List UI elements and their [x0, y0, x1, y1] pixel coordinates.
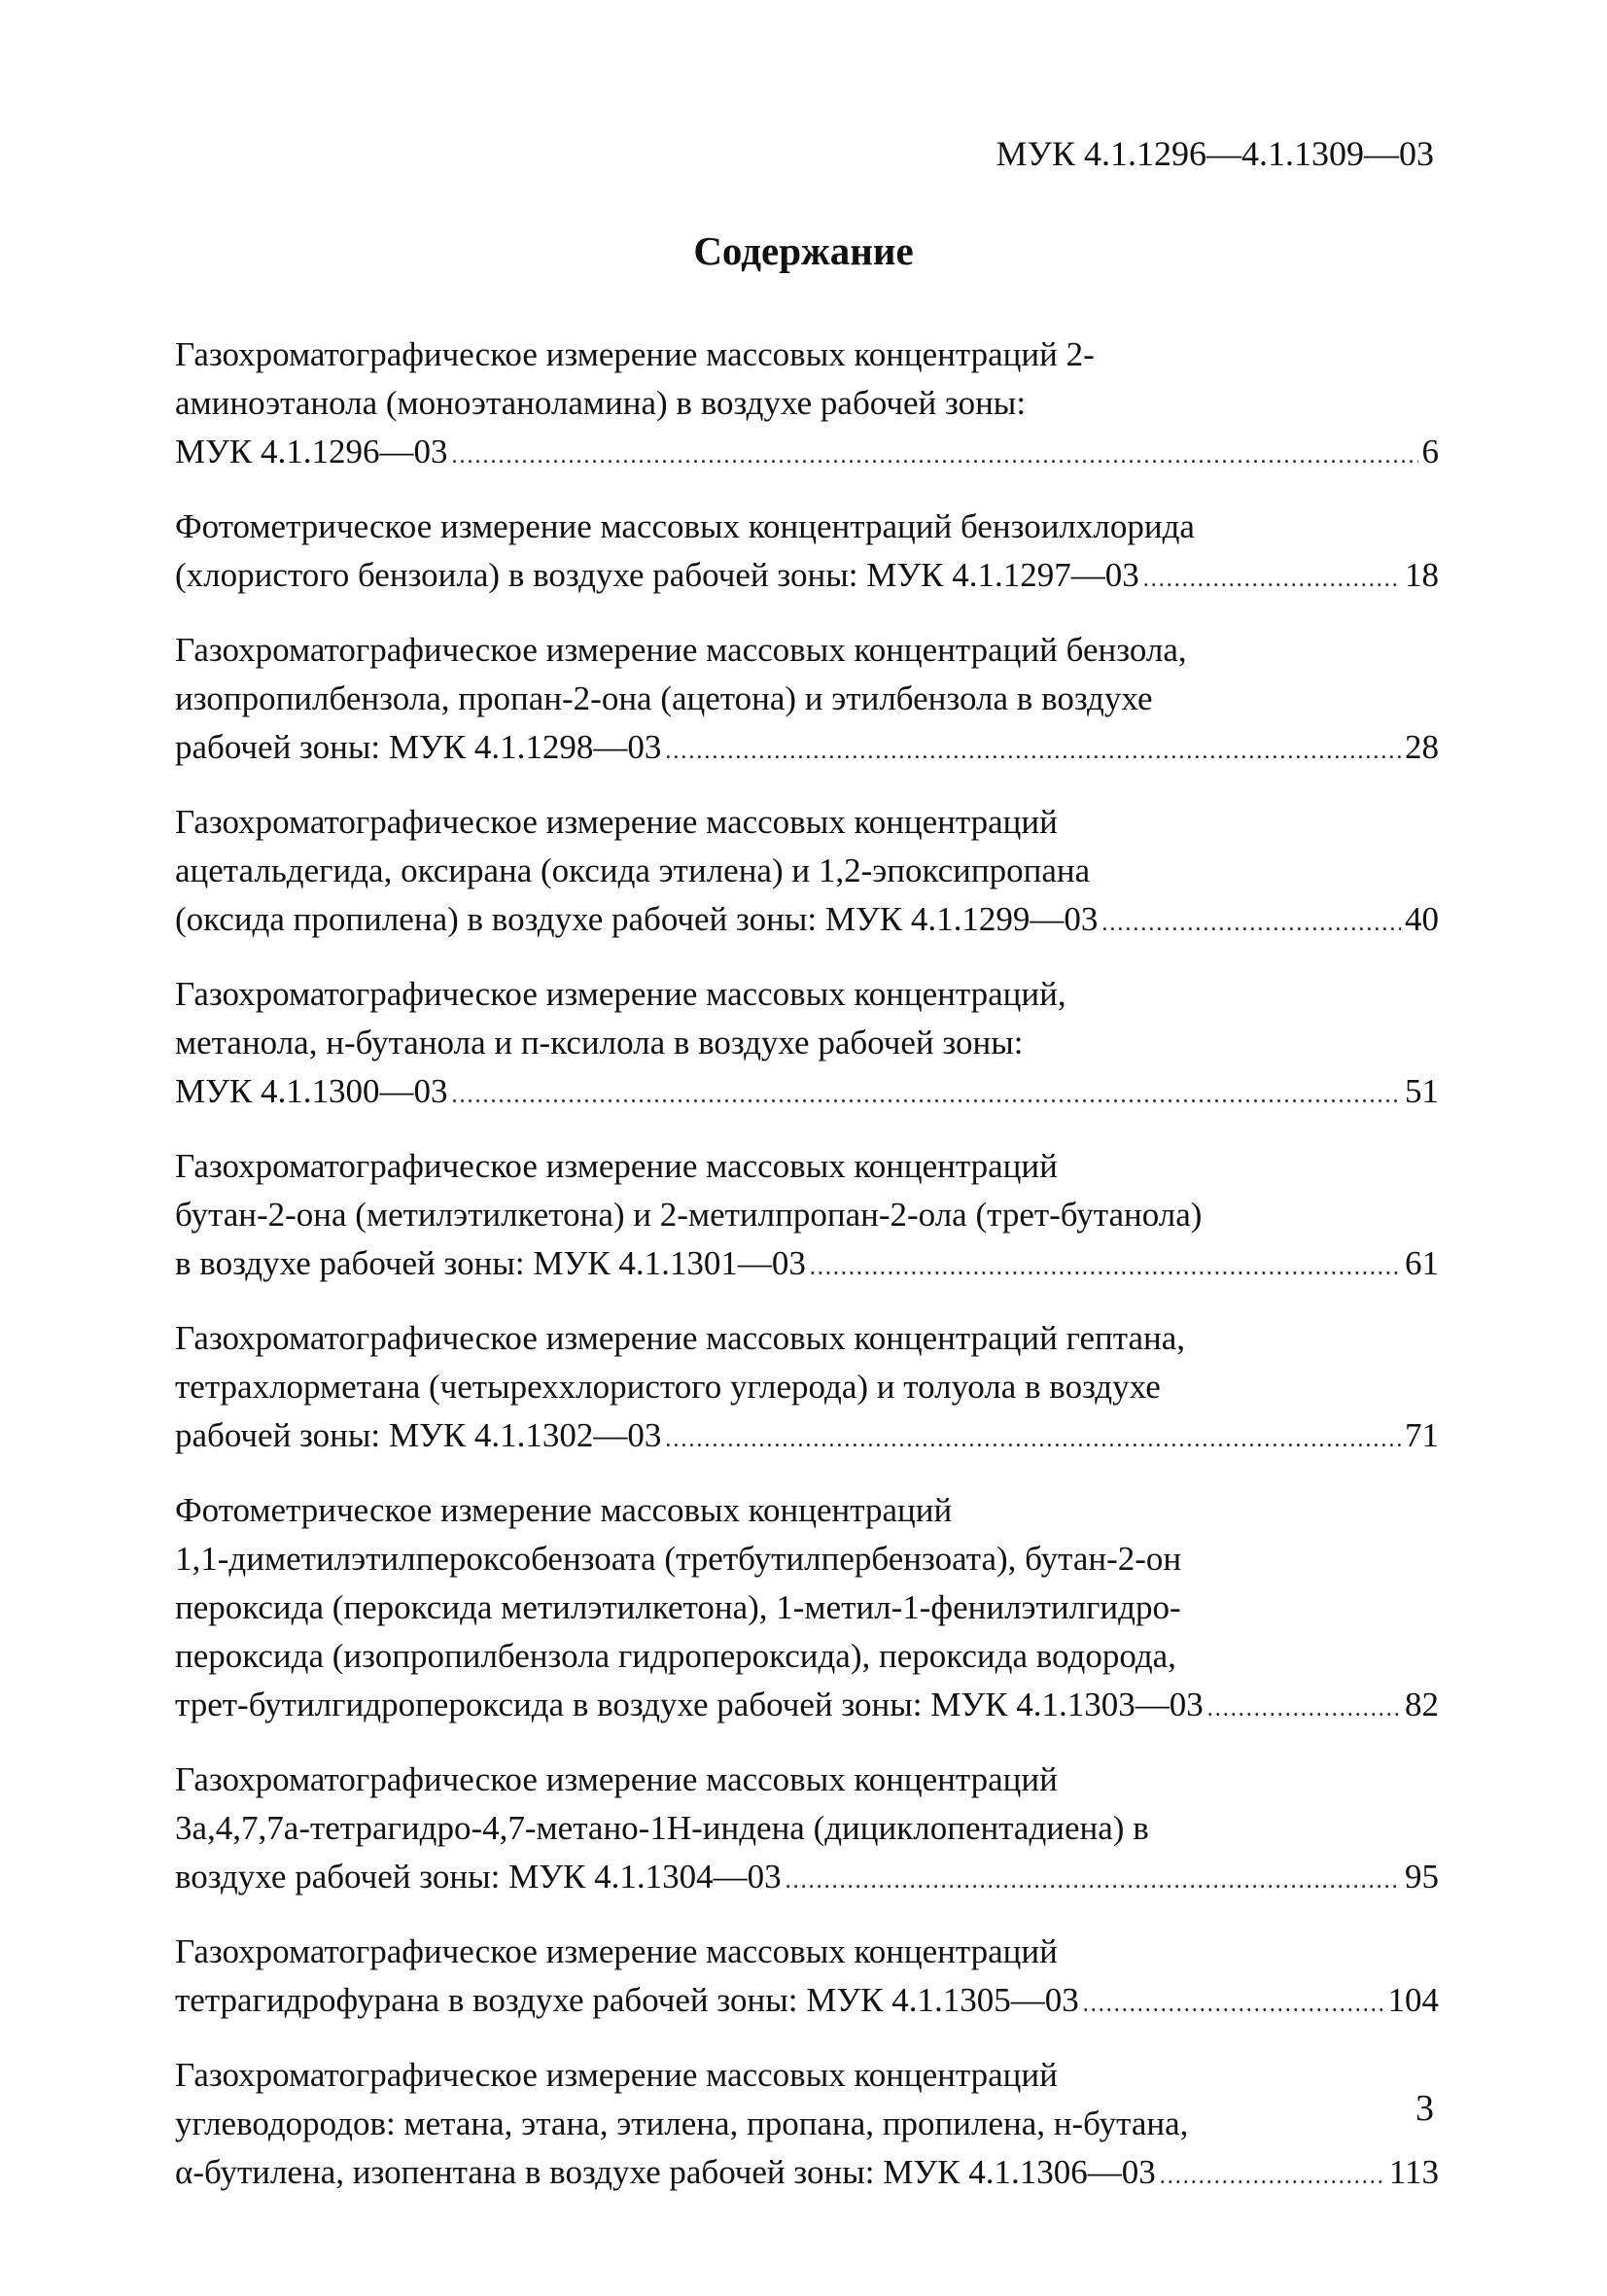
dot-leader — [1083, 1980, 1384, 2029]
toc-entry-last-line — [175, 1976, 1439, 2025]
toc-entry-page: 18 — [1405, 556, 1439, 594]
toc-entry[interactable] — [175, 1142, 1439, 1288]
toc-entry-line: бутан-2-она (метилэтилкетона) и 2-метилпропан-2-ола (трет-бутанола) — [175, 1196, 1203, 1234]
toc-entry[interactable] — [175, 503, 1439, 600]
toc-entry-line: Газохроматографическое измерение массовых концентраций — [175, 1147, 1058, 1185]
toc-entry-last-line — [175, 2148, 1439, 2197]
toc-entry-last-line — [175, 1067, 1439, 1116]
toc-entry-line: метанола, н-бутанола и п-ксилола в воздухе рабочей зоны: — [175, 1024, 1024, 1061]
table-of-contents — [175, 330, 1439, 2223]
toc-entry-page: 61 — [1405, 1244, 1439, 1282]
toc-entry-line: Газохроматографическое измерение массовых концентраций гептана, — [175, 1319, 1186, 1357]
toc-entry-line: 1,1-диметилэтилпероксобензоата (третбутилпербензоата), бутан-2-он — [175, 1540, 1182, 1578]
toc-entry[interactable] — [175, 1928, 1439, 2025]
toc-entry[interactable] — [175, 330, 1439, 476]
toc-entry-last-line — [175, 723, 1439, 772]
page-number: 3 — [1415, 2088, 1434, 2129]
toc-entry-line: в воздухе рабочей зоны: МУК 4.1.1301—03 — [175, 1244, 806, 1282]
toc-entry-line: Газохроматографическое измерение массовых концентраций — [175, 1760, 1058, 1798]
toc-entry[interactable] — [175, 2051, 1439, 2197]
toc-entry-line: трет-бутилгидропероксида в воздухе рабочей зоны: МУК 4.1.1303—03 — [175, 1686, 1204, 1723]
toc-entry-line: пероксида (изопропилбензола гидропероксида), пероксида водорода, — [175, 1637, 1176, 1675]
dot-leader — [1101, 899, 1401, 948]
toc-entry-page: 28 — [1405, 728, 1439, 766]
toc-entry-line: Газохроматографическое измерение массовых концентраций — [175, 803, 1058, 841]
toc-entry-line: Газохроматографическое измерение массовых концентраций бензола, — [175, 631, 1187, 669]
dot-leader — [452, 432, 1418, 480]
toc-entry-last-line — [175, 1411, 1439, 1460]
dot-leader — [452, 1071, 1402, 1120]
dot-leader — [786, 1857, 1401, 1905]
toc-entry-line: (оксида пропилена) в воздухе рабочей зоны: МУК 4.1.1299—03 — [175, 900, 1099, 938]
toc-entry[interactable] — [175, 970, 1439, 1116]
document-code-header: МУК 4.1.1296—4.1.1309—03 — [996, 134, 1434, 173]
toc-entry-last-line — [175, 1853, 1439, 1901]
toc-entry-page: 104 — [1387, 1981, 1439, 2019]
toc-entry-line: Фотометрическое измерение массовых концентраций бензоилхлорида — [175, 507, 1195, 545]
dot-leader — [665, 727, 1401, 776]
toc-entry-line: Газохроматографическое измерение массовых концентраций 2- — [175, 335, 1095, 373]
dot-leader — [1207, 1685, 1401, 1733]
toc-entry-line: пероксида (пероксида метилэтилкетона), 1-метил-1-фенилэтилгидро- — [175, 1588, 1181, 1626]
toc-entry-line: тетрахлорметана (четыреххлористого углерода) и толуола в воздухе — [175, 1368, 1161, 1406]
toc-entry[interactable] — [175, 626, 1439, 772]
toc-entry-last-line — [175, 551, 1439, 600]
toc-entry-line: рабочей зоны: МУК 4.1.1298—03 — [175, 728, 662, 766]
toc-entry-last-line — [175, 428, 1439, 476]
toc-entry-line: α-бутилена, изопентана в воздухе рабочей зоны: МУК 4.1.1306—03 — [175, 2153, 1156, 2191]
toc-entry-line: 3а,4,7,7а-тетрагидро-4,7-метано-1Н-индена (дициклопентадиена) в — [175, 1809, 1149, 1847]
dot-leader — [1143, 555, 1401, 604]
toc-entry-last-line — [175, 895, 1439, 944]
dot-leader — [665, 1415, 1401, 1464]
toc-entry-page: 6 — [1421, 433, 1439, 470]
toc-entry-line: Газохроматографическое измерение массовых концентраций, — [175, 975, 1066, 1013]
toc-entry-line: изопропилбензола, пропан-2-она (ацетона) и этилбензола в воздухе — [175, 679, 1153, 717]
toc-entry-line: тетрагидрофурана в воздухе рабочей зоны: МУК 4.1.1305—03 — [175, 1981, 1079, 2019]
toc-entry-page: 40 — [1405, 900, 1439, 938]
toc-entry-page: 71 — [1405, 1416, 1439, 1454]
toc-entry-line: аминоэтанола (моноэтаноламина) в воздухе рабочей зоны: — [175, 384, 1027, 422]
toc-entry-page: 51 — [1405, 1072, 1439, 1110]
dot-leader — [1160, 2152, 1385, 2201]
toc-entry-last-line — [175, 1239, 1439, 1288]
toc-entry-page: 95 — [1405, 1858, 1439, 1896]
toc-entry[interactable] — [175, 798, 1439, 944]
toc-entry-line: Газохроматографическое измерение массовых концентраций — [175, 1932, 1058, 1970]
page-title: Содержание — [693, 228, 914, 273]
toc-entry-line: рабочей зоны: МУК 4.1.1302—03 — [175, 1416, 662, 1454]
toc-entry-last-line — [175, 1681, 1439, 1729]
toc-entry-line: Фотометрическое измерение массовых концентраций — [175, 1491, 953, 1529]
toc-entry-line: воздухе рабочей зоны: МУК 4.1.1304—03 — [175, 1858, 782, 1896]
toc-entry-line: углеводородов: метана, этана, этилена, пропана, пропилена, н-бутана, — [175, 2105, 1189, 2142]
toc-entry-line: ацетальдегида, оксирана (оксида этилена) и 1,2-эпоксипропана — [175, 852, 1091, 889]
toc-entry-line: МУК 4.1.1296—03 — [175, 433, 448, 470]
toc-entry-page: 82 — [1405, 1686, 1439, 1723]
toc-entry-line: МУК 4.1.1300—03 — [175, 1072, 448, 1110]
toc-entry[interactable] — [175, 1756, 1439, 1901]
toc-entry-line: (хлористого бензоила) в воздухе рабочей зоны: МУК 4.1.1297—03 — [175, 556, 1139, 594]
toc-entry-line: Газохроматографическое измерение массовых концентраций — [175, 2056, 1058, 2094]
toc-entry[interactable] — [175, 1486, 1439, 1729]
dot-leader — [810, 1243, 1401, 1292]
toc-entry-page: 113 — [1388, 2153, 1439, 2191]
toc-entry[interactable] — [175, 1314, 1439, 1460]
